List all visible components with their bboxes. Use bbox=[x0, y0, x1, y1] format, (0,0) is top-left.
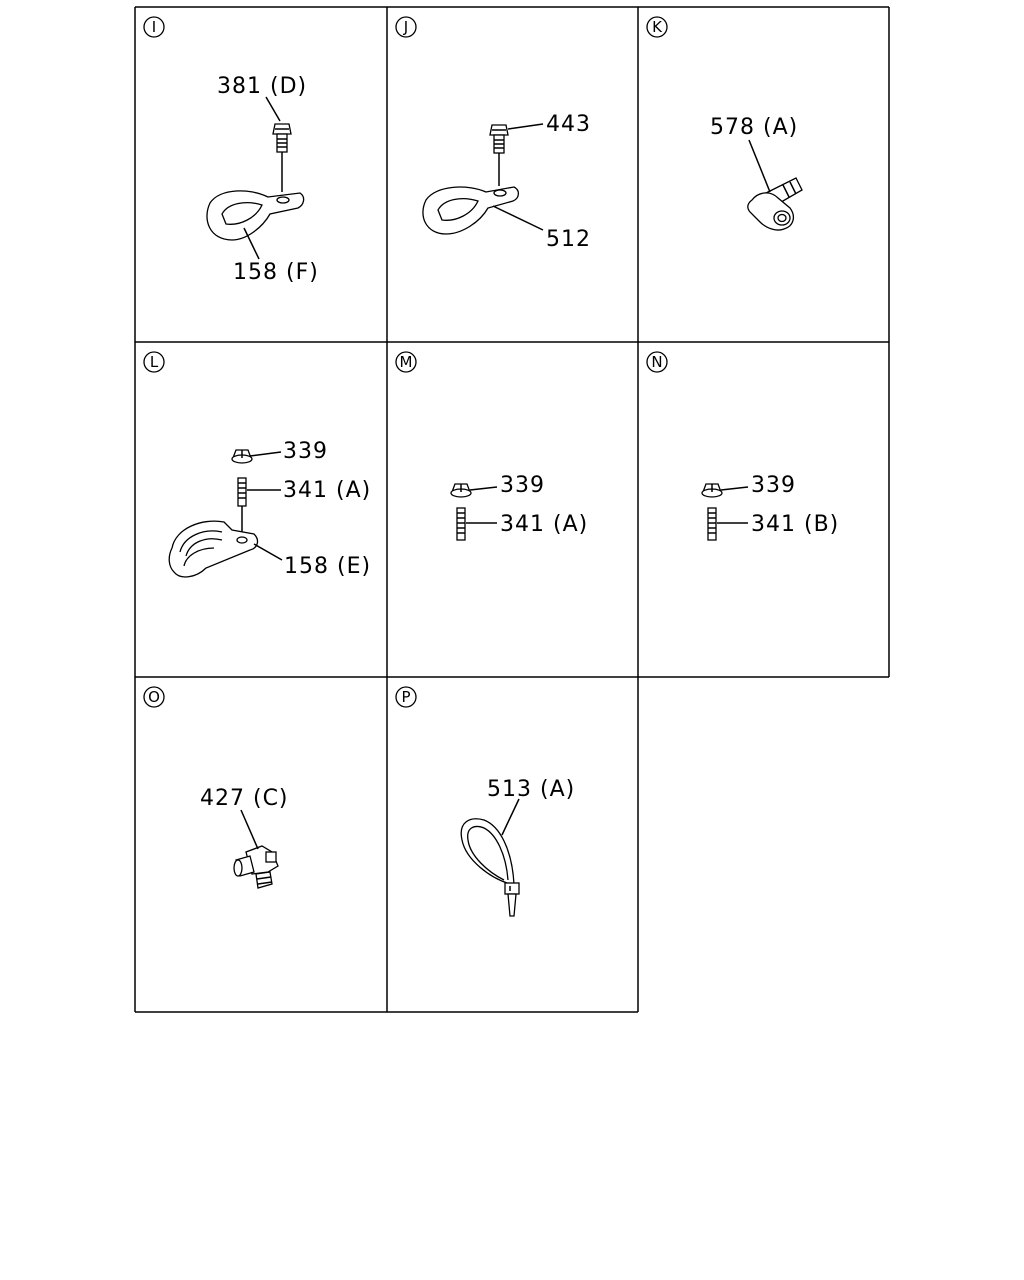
bolt-part bbox=[490, 125, 508, 186]
panel-letter-badge bbox=[396, 17, 416, 37]
panel-letter-badge bbox=[144, 352, 164, 372]
elbow-fitting-part bbox=[748, 178, 802, 230]
callout-label: 512 bbox=[546, 227, 591, 252]
panel-letter-badge bbox=[647, 17, 667, 37]
svg-text:O: O bbox=[148, 688, 160, 706]
callout-label: 339 bbox=[283, 439, 328, 464]
svg-text:L: L bbox=[149, 353, 159, 371]
elbow-fitting-part bbox=[234, 846, 278, 888]
stud-part bbox=[708, 508, 716, 540]
panel-letter-badge bbox=[144, 17, 164, 37]
flange-nut-part bbox=[232, 450, 252, 463]
callout-label: 427 (C) bbox=[200, 786, 289, 811]
callout-label: 158 (F) bbox=[233, 260, 319, 285]
svg-text:J: J bbox=[403, 18, 409, 36]
flange-nut-part bbox=[451, 484, 471, 497]
stud-part bbox=[457, 508, 465, 540]
panel-l bbox=[144, 352, 371, 579]
panel-i bbox=[144, 17, 319, 285]
svg-text:I: I bbox=[151, 18, 157, 36]
callout-label: 339 bbox=[751, 473, 796, 498]
callout-label: 341 (A) bbox=[500, 512, 589, 537]
panel-j bbox=[396, 17, 591, 252]
callout-label: 513 (A) bbox=[487, 777, 576, 802]
panel-n bbox=[647, 352, 839, 540]
svg-text:M: M bbox=[399, 353, 413, 371]
callout-label: 339 bbox=[500, 473, 545, 498]
callout-label: 381 (D) bbox=[217, 74, 308, 99]
panel-p bbox=[396, 687, 575, 916]
clamp-part bbox=[207, 191, 304, 240]
cable-tie-part bbox=[461, 819, 519, 916]
rubber-clamp-part bbox=[169, 521, 257, 577]
panel-letter-badge bbox=[396, 352, 416, 372]
bolt-part bbox=[273, 124, 291, 192]
panel-o bbox=[144, 687, 289, 888]
flange-nut-part bbox=[702, 484, 722, 497]
panel-letter-badge bbox=[144, 687, 164, 707]
panel-letter-badge bbox=[396, 687, 416, 707]
panel-k bbox=[647, 17, 802, 230]
callout-label: 578 (A) bbox=[710, 115, 799, 140]
callout-label: 443 bbox=[546, 112, 591, 137]
callout-label: 341 (B) bbox=[751, 512, 840, 537]
callout-label: 341 (A) bbox=[283, 478, 372, 503]
callout-label: 158 (E) bbox=[284, 554, 372, 579]
panel-letter-badge bbox=[647, 352, 667, 372]
svg-text:N: N bbox=[651, 353, 663, 371]
panel-m bbox=[396, 352, 588, 540]
svg-text:K: K bbox=[652, 18, 662, 36]
svg-text:P: P bbox=[401, 688, 411, 706]
